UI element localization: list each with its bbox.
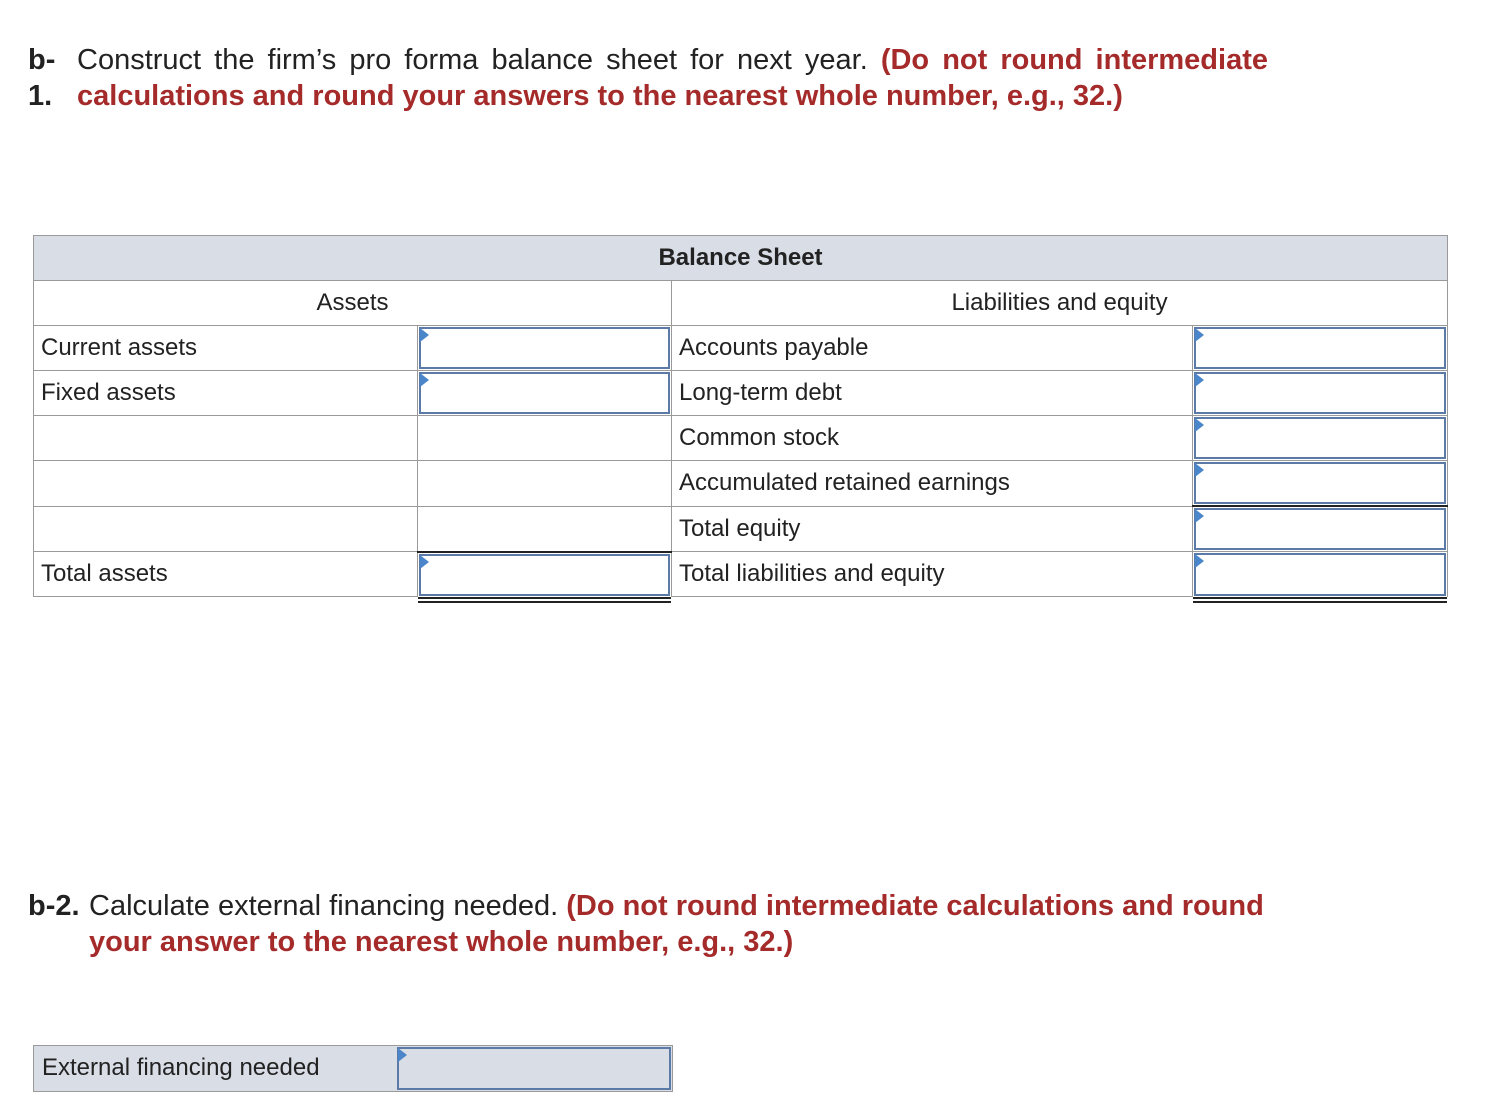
question-b2-label: b-2. bbox=[28, 890, 80, 922]
liability-label-accounts-payable: Accounts payable bbox=[672, 326, 1193, 371]
asset-label-total-assets: Total assets bbox=[34, 552, 418, 597]
total-assets-input[interactable] bbox=[419, 554, 670, 596]
question-b1-label-line2: 1. bbox=[28, 80, 53, 112]
liability-label-long-term-debt: Long-term debt bbox=[672, 371, 1193, 416]
common-stock-input[interactable] bbox=[1194, 417, 1446, 459]
question-b1-text: Construct the firm’s pro forma balance sheet for next year. bbox=[77, 44, 868, 76]
asset-value-empty-1 bbox=[418, 416, 672, 461]
liability-label-total-equity: Total equity bbox=[672, 506, 1193, 552]
liability-label-common-stock: Common stock bbox=[672, 416, 1193, 461]
total-equity-input[interactable] bbox=[1194, 508, 1446, 550]
asset-label-empty-1 bbox=[34, 416, 418, 461]
asset-value-empty-2 bbox=[418, 461, 672, 507]
balance-sheet-title: Balance Sheet bbox=[34, 236, 1448, 281]
balance-sheet-table bbox=[33, 235, 1448, 597]
accounts-payable-input[interactable] bbox=[1194, 327, 1446, 369]
question-b2 bbox=[28, 888, 1268, 960]
asset-value-empty-3 bbox=[418, 506, 672, 552]
question-b1 bbox=[28, 42, 1268, 114]
liability-label-accumulated-retained-earnings: Accumulated retained earnings bbox=[672, 461, 1193, 507]
liabilities-header: Liabilities and equity bbox=[672, 281, 1448, 326]
long-term-debt-input[interactable] bbox=[1194, 372, 1446, 414]
asset-label-empty-2 bbox=[34, 461, 418, 507]
question-b2-text: Calculate external financing needed. bbox=[89, 890, 559, 922]
question-b2-body bbox=[89, 888, 1268, 960]
question-b1-label-line1: b- bbox=[28, 44, 56, 76]
assets-header: Assets bbox=[34, 281, 672, 326]
accumulated-retained-earnings-input[interactable] bbox=[1194, 462, 1446, 504]
asset-label-current-assets: Current assets bbox=[34, 326, 418, 371]
liability-label-total-liabilities-and-equity: Total liabilities and equity bbox=[672, 552, 1193, 597]
question-b1-instruction: (Do not round intermediate calculations and round your answers to the nearest whole number, e.g., 32.) bbox=[77, 44, 1268, 112]
fixed-assets-input[interactable] bbox=[419, 372, 670, 414]
total-liabilities-and-equity-input[interactable] bbox=[1194, 553, 1446, 596]
current-assets-input[interactable] bbox=[419, 327, 670, 369]
question-b2-instruction: (Do not round intermediate calculations and round your answer to the nearest whole number, e.g., 32.) bbox=[89, 890, 1264, 958]
external-financing-row bbox=[33, 1045, 673, 1092]
external-financing-label: External financing needed bbox=[42, 1054, 320, 1081]
external-financing-input[interactable] bbox=[397, 1047, 671, 1090]
asset-label-fixed-assets: Fixed assets bbox=[34, 371, 418, 416]
question-b1-body bbox=[77, 42, 1268, 114]
asset-label-empty-3 bbox=[34, 506, 418, 552]
